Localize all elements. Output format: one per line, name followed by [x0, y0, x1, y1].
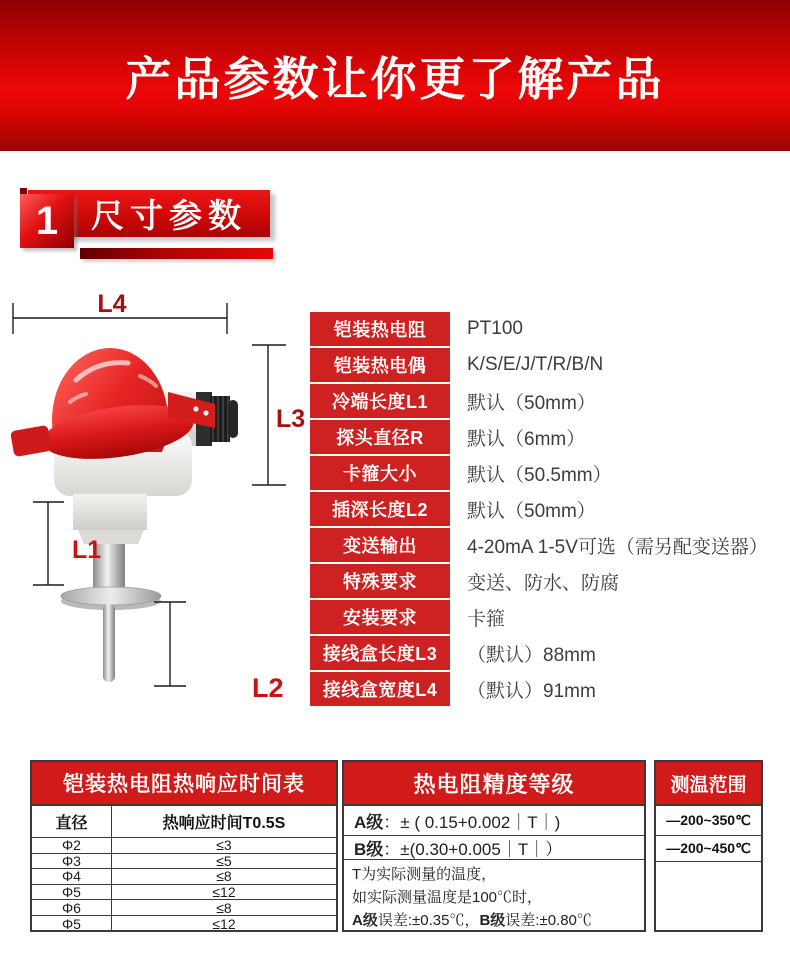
- cell-time: ≤3: [216, 837, 232, 854]
- cell-time: ≤8: [216, 899, 232, 916]
- measuring-range-table: [654, 760, 763, 932]
- table-row: [32, 854, 336, 870]
- section-number-badge: [20, 194, 74, 248]
- cell-diameter: Φ6: [32, 900, 112, 915]
- cell-diameter: Φ5: [32, 916, 112, 932]
- banner-title: 产品参数让你更了解产品: [125, 52, 665, 105]
- range-row-1: —200~350℃: [656, 806, 761, 836]
- table-row: [310, 312, 788, 346]
- section-title: 尺寸参数: [91, 197, 247, 234]
- product-figure: [0, 280, 310, 710]
- table-row: [310, 528, 788, 562]
- spec-label: 探头直径R: [310, 420, 450, 454]
- note-line-2: 如实际测量温度是100℃时，: [352, 889, 543, 906]
- section-underline-strip: [80, 248, 273, 259]
- table-row: [310, 420, 788, 454]
- accuracy-note: [344, 860, 644, 932]
- grade-a-row: [344, 806, 644, 836]
- table-row: [32, 900, 336, 916]
- range-empty-cell: [656, 862, 761, 932]
- grade-b-formula: ：±(0.30+0.005｜T｜）: [383, 840, 563, 859]
- cell-diameter: Φ5: [32, 885, 112, 900]
- table-row: [32, 838, 336, 854]
- spec-value: 卡箍: [450, 600, 788, 634]
- section-number: 1: [35, 198, 59, 243]
- grade-b-label: B级: [354, 840, 384, 859]
- grade-a-formula: ：± ( 0.15+0.002｜T｜): [383, 813, 561, 832]
- spec-label: 冷端长度L1: [310, 384, 450, 418]
- spec-label: 插深长度L2: [310, 492, 450, 526]
- spec-label: 接线盒长度L3: [310, 636, 450, 670]
- range-table-title: 测温范围: [656, 762, 761, 806]
- table-row: [310, 456, 788, 490]
- col-header-time: 热响应时间T0.5S: [162, 815, 286, 832]
- accuracy-grade-table: [342, 760, 646, 932]
- spec-value: （默认）88mm: [450, 636, 788, 670]
- table-row: [32, 869, 336, 885]
- spec-value: 默认（50.5mm）: [450, 456, 788, 490]
- grade-b-row: [344, 836, 644, 860]
- spec-label: 铠装热电阻: [310, 312, 450, 346]
- note-a-error: 误差:±0.35℃，: [377, 912, 480, 929]
- top-banner: [0, 0, 790, 151]
- spec-value: （默认）91mm: [450, 672, 788, 706]
- note-line-1: T为实际测量的温度，: [352, 866, 497, 883]
- cell-time: ≤5: [216, 852, 232, 869]
- spec-value: K/S/E/J/T/R/B/N: [450, 348, 788, 382]
- table-row: [310, 492, 788, 526]
- spec-label: 接线盒宽度L4: [310, 672, 450, 706]
- cell-time: ≤12: [212, 884, 236, 901]
- table-row: [32, 885, 336, 901]
- spec-value: 默认（6mm）: [450, 420, 788, 454]
- spec-label: 卡箍大小: [310, 456, 450, 490]
- dim-label-l4: L4: [97, 290, 127, 318]
- spec-label: 铠装热电偶: [310, 348, 450, 382]
- response-table-subheader: [32, 806, 336, 838]
- table-row: [310, 564, 788, 598]
- response-table-title: 铠装热电阻热响应时间表: [32, 762, 336, 806]
- note-grade-b: B级: [479, 912, 506, 929]
- range-row-2: —200~450℃: [656, 836, 761, 862]
- cell-diameter: Φ4: [32, 869, 112, 884]
- response-time-table: [30, 760, 338, 932]
- cell-diameter: Φ3: [32, 854, 112, 869]
- accuracy-table-title: 热电阻精度等级: [344, 762, 644, 806]
- spec-label: 安装要求: [310, 600, 450, 634]
- spec-value: 变送、防水、防腐: [450, 564, 788, 598]
- note-line-3: [352, 909, 636, 932]
- dim-label-l3: L3: [276, 405, 306, 433]
- spec-value: PT100: [450, 312, 788, 346]
- spec-table: [310, 312, 788, 708]
- grade-a-label: A级: [354, 813, 384, 832]
- spec-value: 默认（50mm）: [450, 492, 788, 526]
- cell-time: ≤12: [212, 915, 236, 932]
- spec-value: 4-20mA 1-5V可选（需另配变送器）: [450, 528, 788, 562]
- dim-label-l2: L2: [252, 673, 284, 703]
- table-row: [310, 636, 788, 670]
- col-header-diameter: 直径: [32, 806, 112, 837]
- cell-diameter: Φ2: [32, 838, 112, 853]
- spec-label: 特殊要求: [310, 564, 450, 598]
- table-row: [310, 384, 788, 418]
- dim-label-l1: L1: [72, 536, 102, 564]
- note-b-error: 误差:±0.80℃: [505, 912, 592, 929]
- product-illustration: [0, 280, 310, 710]
- note-grade-a: A级: [352, 912, 378, 929]
- cell-time: ≤8: [216, 868, 232, 885]
- table-row: [310, 600, 788, 634]
- table-row: [32, 916, 336, 932]
- spec-value: 默认（50mm）: [450, 384, 788, 418]
- probe-assembly: [61, 544, 161, 682]
- table-row: [310, 348, 788, 382]
- spec-label: 变送输出: [310, 528, 450, 562]
- table-row: [310, 672, 788, 706]
